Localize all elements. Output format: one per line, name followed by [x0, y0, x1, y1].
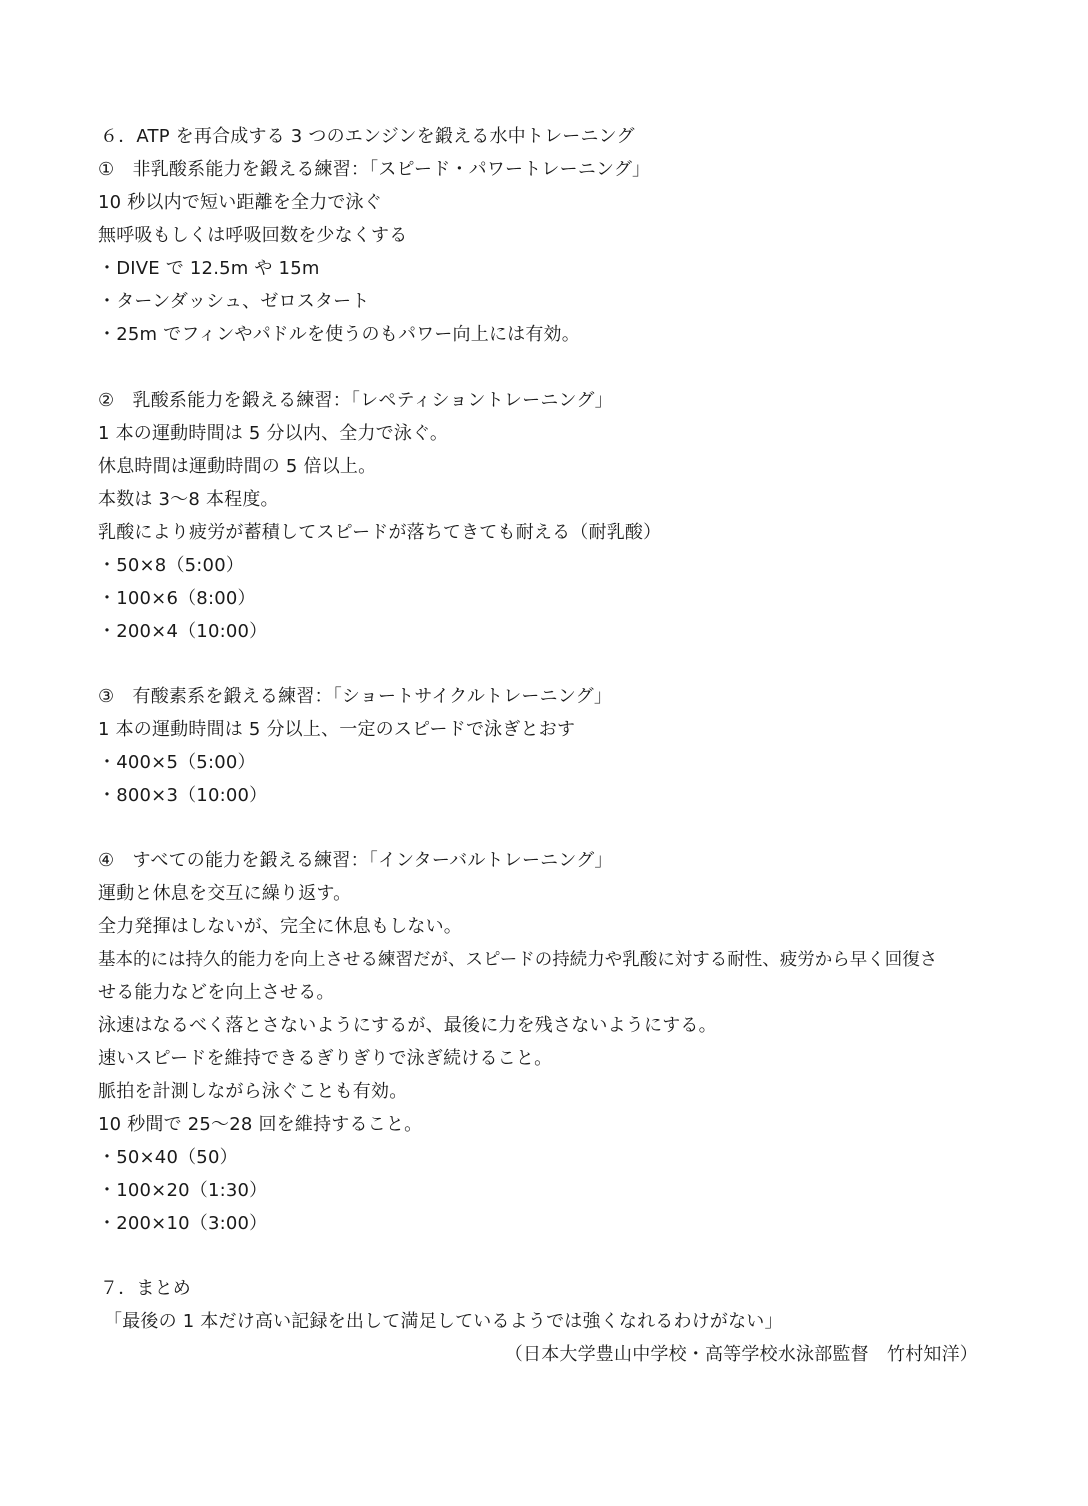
sub3-heading: ③ 有酸素系を鍛える練習：「ショートサイクルトレーニング」 — [98, 686, 613, 707]
bullet-line: ・100×20（1:30） — [98, 1180, 268, 1201]
bullet-line: ・800×3（10:00） — [98, 785, 268, 806]
text-line: 10 秒以内で短い距離を全力で泳ぐ — [98, 192, 383, 213]
text-line: 無呼吸もしくは呼吸回数を少なくする — [98, 225, 408, 246]
text-line: 基本的には持久的能力を向上させる練習だが、スピードの持続力や乳酸に対する耐性、疲労から早く回復さ — [98, 950, 938, 970]
attribution: （日本大学豊山中学校・高等学校水泳部監督 竹村知洋） — [504, 1344, 978, 1365]
summary-quote: 「最後の 1 本だけ高い記録を出して満足しているようでは強くなれるわけがない」 — [104, 1311, 783, 1332]
bullet-line: ・50×8（5:00） — [98, 555, 245, 576]
text-line: 脈拍を計測しながら泳ぐことも有効。 — [98, 1081, 408, 1102]
text-line: 運動と休息を交互に繰り返す。 — [98, 883, 352, 904]
text-line: 泳速はなるべく落とさないようにするが、最後に力を残さないようにする。 — [98, 1015, 717, 1036]
sub4-heading: ④ すべての能力を鍛える練習：「インターバルトレーニング」 — [98, 850, 613, 871]
text-line: 全力発揮はしないが、完全に休息もしない。 — [98, 916, 462, 937]
text-line: 乳酸により疲労が蓄積してスピードが落ちてきても耐える（耐乳酸） — [98, 522, 662, 543]
text-line: 1 本の運動時間は 5 分以内、全力で泳ぐ。 — [98, 423, 449, 444]
text-line: 1 本の運動時間は 5 分以上、一定のスピードで泳ぎとおす — [98, 719, 576, 740]
bullet-line: ・200×10（3:00） — [98, 1213, 268, 1234]
bullet-line: ・400×5（5:00） — [98, 752, 256, 773]
bullet-line: ・200×4（10:00） — [98, 621, 268, 642]
text-line: 10 秒間で 25～28 回を維持すること。 — [98, 1114, 423, 1135]
bullet-line: ・50×40（50） — [98, 1147, 238, 1168]
sub1-heading: ① 非乳酸系能力を鍛える練習：「スピード・パワートレーニング」 — [98, 159, 651, 180]
text-line: 速いスピードを維持できるぎりぎりで泳ぎ続けること。 — [98, 1048, 553, 1069]
bullet-line: ・ターンダッシュ、ゼロスタート — [98, 291, 370, 312]
bullet-line: ・DIVE で 12.5m や 15m — [98, 258, 320, 279]
section-6-title: ６．ATP を再合成する 3 つのエンジンを鍛える水中トレーニング — [100, 126, 635, 147]
text-line: 休息時間は運動時間の 5 倍以上。 — [98, 456, 377, 477]
sub2-heading: ② 乳酸系能力を鍛える練習：「レペティショントレーニング」 — [98, 390, 613, 411]
bullet-line: ・25m でフィンやパドルを使うのもパワー向上には有効。 — [98, 324, 580, 345]
bullet-line: ・100×6（8:00） — [98, 588, 256, 609]
section-7-title: ７．まとめ — [100, 1278, 191, 1299]
text-line: せる能力などを向上させる。 — [98, 982, 335, 1003]
text-line: 本数は 3～8 本程度。 — [98, 489, 279, 510]
